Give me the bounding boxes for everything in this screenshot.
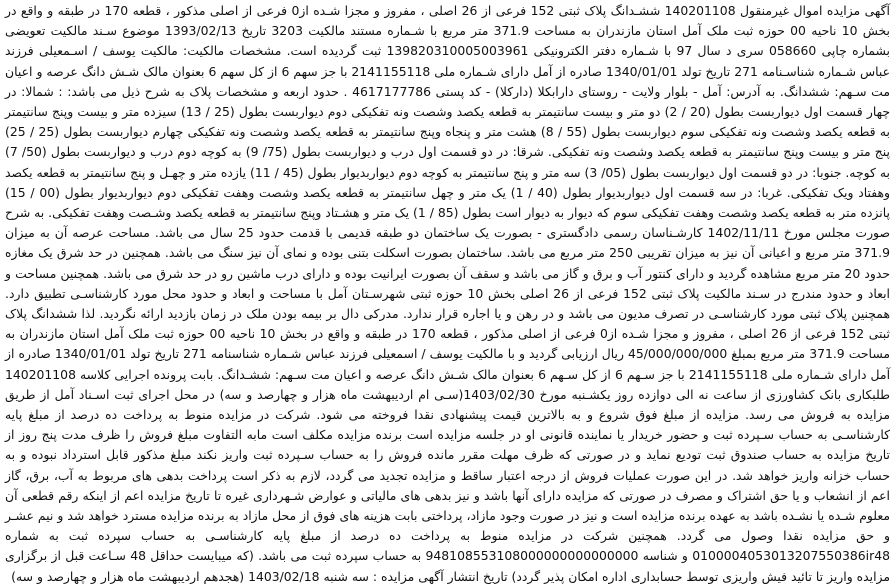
auction-notice-text: آگهی مزایده اموال غیرمنقول 140201108 ششـدانگ پلاک ثبتی 152 فرعی از 26 اصلی ، مفروز و مجزا شـده از0 فرعی از اصلی مذکور ، قطعه 170 در طبقه و واقع در بخش 10 ناحیه 00 حوزه ثبت ملک آمل استان مازندران به مساحت 371.9 متر مربع با شـماره مستند مالکیت 3203 تاریخ 1393/02/13 موضوع سـند مالکیت تعویضی بشماره چاپی 058660 سری د سال 97 با شـماره دفتر الکترونیکی 139820310005003961 ثبت گردیده است. مشخصات مالکیت: مالکیت یوسف / اسـمعیلی فرزند عباس شـماره شناسـنامه 271 تاریخ تولد 1340/01/01 صادره از آمل دارای شـماره ملی 2141155118 با جز سهم 6 از کل سهم 6 بعنوان مالک شـش دانگ عرصه و اعیان مت سـهم: ششدانگ. به آدرس: آمل - بلوار ولایت - روستای دارابکلا (دارکلا) - کد پستی 4617177786 . حدود اربعه و مشخصات پلاک به شرح ذیل می باشد: : شمالا: در چهار قسمت اول دیواربست بطول (20 / 2) دو متر و بیست سانتیمتر به قطعه یکصد وشصت ونه تفکیکی دوم دیواربست بطول (25 / 13) سیزده متر و بیست وپنج سانتیمتر به قطعه یکصد وشصت ونه تفکیکی سوم دیواربست بطول (55 / 8) هشت متر و پنجاه وپنج سانتیمتر به قطعه یکصد وشصت ونه تفکیکی چهارم دیواربست بطول (25 / 25) پنج متر و بیست وپنج سانتیمتر به قطعه یکصد وشصت ونه تفکیکی. شرقا: در دو قسمت اول درب و دیواربست بطول (75/ 9) به کوچه دوم درب و دیواربست بطول (50/ 7) به کوچه. جنوبا: در دو قسمت اول دیواربست بطول (05/ 3) سه متر و پنج سانتیمتر به کوچه دوم دیواربدیوار بطول (45 / 11) یازده متر و چهـل و پنج سانتیمتر به قطعه یکصد وهفتاد ویک تفکیکی. غربا: در سه قسمت اول دیواربدیوار بطول (40 / 1) یک متر و چهل سانتیمتر به قطعه یکصد وشصت وهفت تفکیکی دوم دیواربدیوار بطول (00 / 15) پانزده متر به قطعه یکصد وشصت وهفت تفکیکی سوم که دیوار به دیوار است بطول (85 / 1) یک متر و هشـتاد وپنج سانتیمتر به قطعه یکصد وشـصت وهفت تفکیکی. به شرح صورت مجلس مورخ 1402/11/11 کارشـناسان رسمی دادگستری - بصورت یک ساختمان دو طبقه قدیمی با قدمت حدود 25 سال می باشد. مساحت عرصه آن به میزان 371.9 متر مربع و اعیانی آن نیز به میزان تقریبی 250 متر مربع می باشد. ساختمان بصورت اسکلت بتنی بوده و نمای آن نیز سنگ می باشد. همچنین در حد شرق یک مغازه حدود 20 متر مربع مشاهده گردید و دارای کنتور آب و برق و گاز می باشد و سقف آن بصورت ایرانیت بوده و دارای درب ماشین رو در حد شرق می باشد. همچنین مساحت و ابعاد و حدود مندرج در سـند مالکیت پلاک ثبتی 152 فرعی از 26 اصلی بخش 10 حوزه ثبتی شهرسـتان آمل با مساحت و ابعاد و حدود محل مورد کارشناسـی تطبیق دارد. همچنین پلاک ثبتی مورد کارشناسـی در تصرف مدیون می باشد و در رهن و یا اجاره قرار ندارد. مدرکی دال بر بیمه بودن ملک در زمان بازدید ارائه نگردید. لذا ششدانگ پلاک ثبتی 152 فرعی از 26 اصلی ، مفروز و مجزا شـده از0 فرعی از اصلی مذکور ، قطعه 170 در طبقه و واقع در بخش 10 ناحیه 00 حوزه ثبت ملک آمل استان مازندران به مساحت 371.9 متر مربع بمبلغ 45/000/000/000 ریال ارزیابی گردید و با مالکیت یوسف / اسمعیلی فرزند عباس شـماره شناسنامه 271 تاریخ تولد 1340/01/01 صادره از آمل دارای شـماره ملی 2141155118 با جز سـهم 6 از کل سـهم 6 بعنوان مالک شـش دانگ عرصه و اعیان مت سـهم: ششـدانگ. بابت پرونده اجرایی کلاسه 140201108 طلبکاری بانک کشاورزی از ساعت نه الی دوازده روز یکشـنبه مورخ 1403/02/30(سـی ام اردیبهشت ماه هزار و چهارصد و سه) در محل اجرای ثبت اسـناد آمل از طریق مزایده به فروش می رسد. مزایده از مبلغ فوق شروع و به بالاترین قیمت پیشنهادی نقدا فروخته می شود. شرکت در مزایده منوط به پرداخت ده درصد از مبلغ پایه کارشناسـی به حساب سـپرده ثبت و حضور خریدار یا نماینده قانونی او در جلسه مزایده است برنده مزایده مکلف است مابه التفاوت مبلغ فروش را ظرف مدت پنج روز از تاریخ مزایده به حساب صندوق ثبت تودیع نماید و در صورتی که ظرف مهلت مقرر مانده فروش را به حساب سـپرده ثبت واریز نکند مبلغ مذکور قابل استرداد نبوده و به حساب خزانه واریز خواهد شد. در این صورت عملیات فروش از درجه اعتبار ساقط و مزایده تجدید می گردد، لازم به ذکر است پرداخت بدهی های مربوط به آب، برق، گاز اعم از انشعاب و یا حق اشتراک و مصرف در صورتی که مزایده دارای آنها باشد و نیز بدهی های مالیاتی و عوارض شـهرداری غیره تا تاریخ مزایده اعم از اینکه رقم قطعی آن معلوم شـده یا نشـده باشد به عهده برنده مزایده است و نیز در صورت وجود مازاد، پرداختی بابت هزینه های فوق از محل مازاد به برنده مزایده مسترد خواهد شد و نیم عشـر و حق مزایده نقدا وصول می گردد. همچنین شرکت در مزایده منوط به پرداخت ده درصد از مبلغ پایه کارشناسـی به حساب سپرده ثبت به شماره 0100004053013207550386ir48 و شناسه 948108553108000000000000000 به حساب سپرده ثبت می باشد. (که میبایست حداقل 48 سـاعت قبل از برگزاری مزایده واریز تا تائید فیش واریزی توسط حسابداری اداره امکان پذیر گردد) تاریخ انتشار آگهی مزایده : سه شنبه 1403/02/18 (هجدهم اردیبهشت ماه هزار و چهارصد و سه): [0, 0, 895, 571]
